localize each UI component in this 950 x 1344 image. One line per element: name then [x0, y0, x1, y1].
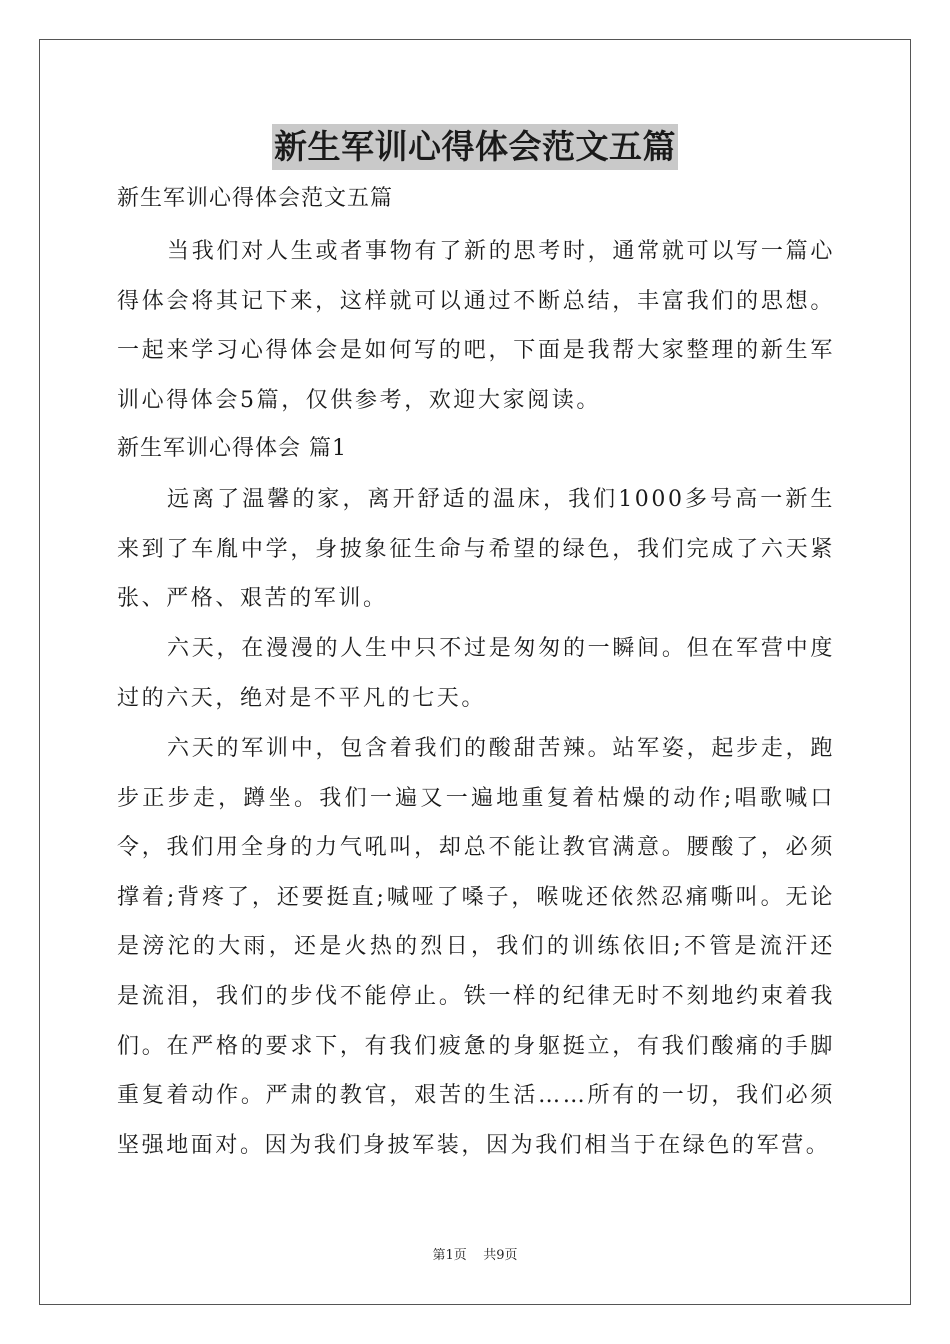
body-paragraph-2: 六天，在漫漫的人生中只不过是匆匆的一瞬间。但在军营中度过的六天，绝对是不平凡的七天。	[117, 636, 835, 711]
page-number: 第1页 共9页	[432, 1248, 518, 1263]
document-subtitle: 新生军训心得体会范文五篇	[117, 186, 394, 211]
body-paragraph-3: 六天的军训中，包含着我们的酸甜苦辣。站军姿，起步走，跑步正步走，蹲坐。我们一遍又一遍地重复着枯燥的动作;唱歌喊口令，我们用全身的力气吼叫，却总不能让教官满意。腰酸了，必须撑着;背疼了，还要挺直;喊哑了嗓子，喉咙还依然忍痛嘶叫。无论是滂沱的大雨，还是火热的烈日，我们的训练依旧;不管是流汗还是流泪，我们的步伐不能停止。铁一样的纪律无时不刻地约束着我们。在严格的要求下，有我们疲惫的身躯挺立，有我们酸痛的手脚重复着动作。严肃的教官，艰苦的生活……所有的一切，我们必须坚强地面对。因为我们身披军装，因为我们相当于在绿色的军营。	[117, 736, 835, 1158]
intro-paragraph: 当我们对人生或者事物有了新的思考时，通常就可以写一篇心得体会将其记下来，这样就可以通过不断总结，丰富我们的思想。一起来学习心得体会是如何写的吧，下面是我帮大家整理的新生军训心得体会5篇，仅供参考，欢迎大家阅读。	[117, 239, 835, 413]
title-container	[0, 124, 950, 170]
document-title: 新生军训心得体会范文五篇	[272, 124, 678, 170]
body-paragraph-1: 远离了温馨的家，离开舒适的温床，我们1000多号高一新生来到了车胤中学，身披象征生命与希望的绿色，我们完成了六天紧张、严格、艰苦的军训。	[117, 487, 835, 612]
page-footer	[0, 1246, 950, 1266]
section-heading: 新生军训心得体会 篇1	[117, 436, 347, 461]
